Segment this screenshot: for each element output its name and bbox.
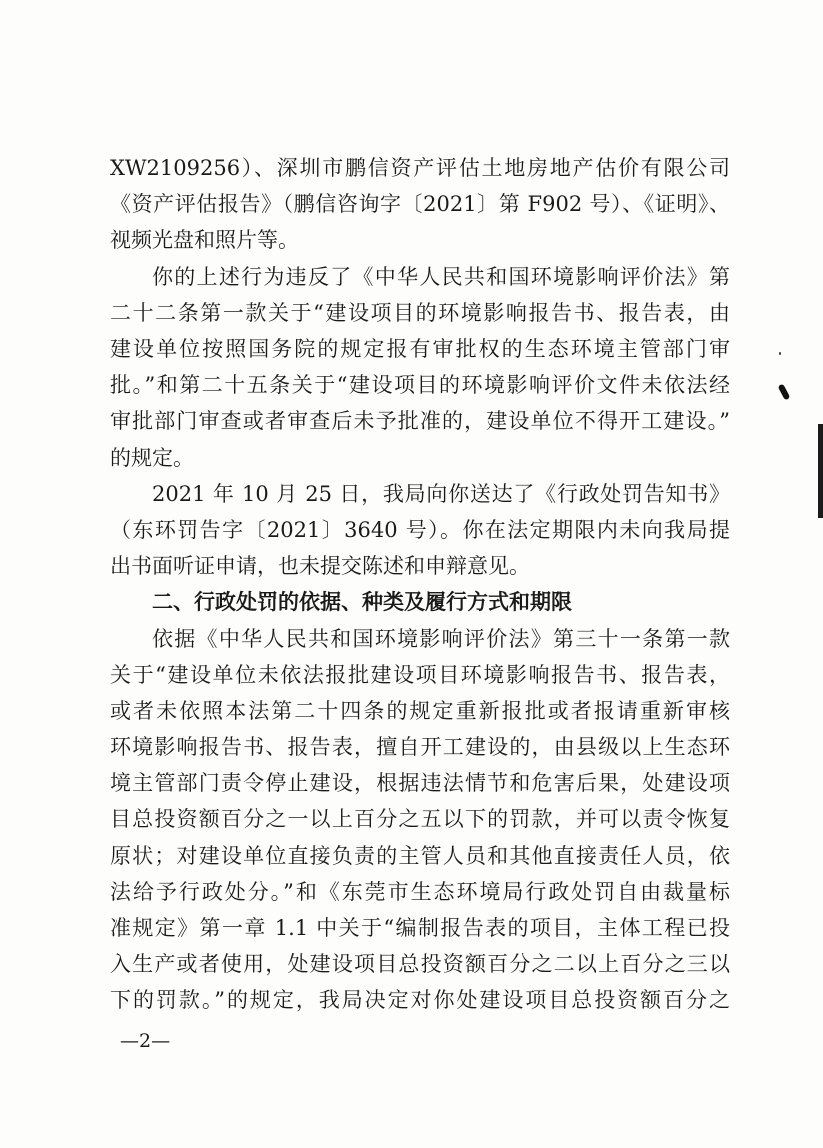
- scan-speck: [779, 352, 781, 355]
- body-line: 法给予行政处分。”和《东莞市生态环境局行政处罚自由裁量标: [110, 879, 730, 904]
- body-line: 准规定》第一章 1.1 中关于“编制报告表的项目，主体工程已投: [110, 916, 730, 941]
- paragraph-start-line: 2021 年 10 月 25 日，我局向你送达了《行政处罚告知书》: [152, 481, 730, 506]
- document-body: [110, 150, 730, 1019]
- body-line: 的规定。: [110, 445, 194, 470]
- body-line: 出书面听证申请，也未提交陈述和申辩意见。: [110, 554, 530, 579]
- body-line: 二十二条第一款关于“建设项目的环境影响报告书、报告表，由: [110, 300, 730, 325]
- paragraph-start-line: 依据《中华人民共和国环境影响评价法》第三十一条第一款: [152, 626, 730, 651]
- body-line: 入生产或者使用，处建设项目总投资额百分之二以上百分之三以: [110, 952, 730, 977]
- body-line: 目总投资额百分之一以上百分之五以下的罚款，并可以责令恢复: [110, 807, 730, 832]
- page-number: —2—: [120, 1030, 171, 1052]
- body-line: 环境影响报告书、报告表，擅自开工建设的，由县级以上生态环: [110, 735, 730, 760]
- body-line: 建设单位按照国务院的规定报有审批权的生态环境主管部门审: [110, 337, 730, 362]
- scan-edge-bar: [818, 424, 823, 518]
- body-line: 审批部门审查或者审查后未予批准的，建设单位不得开工建设。”: [110, 409, 730, 434]
- body-line: XW2109256）、深圳市鹏信资产评估土地房地产估价有限公司: [110, 156, 730, 181]
- body-line: （东环罚告字〔2021〕3640 号）。你在法定期限内未向我局提: [110, 517, 730, 542]
- body-line: 视频光盘和照片等。: [110, 228, 299, 253]
- body-line: 或者未依照本法第二十四条的规定重新报批或者报请重新审核: [110, 698, 730, 723]
- body-line: 《资产评估报告》（鹏信咨询字〔2021〕第 F902 号）、《证明》、: [110, 192, 730, 217]
- paragraph-start-line: 你的上述行为违反了《中华人民共和国环境影响评价法》第: [152, 264, 730, 289]
- section-heading: 二、行政处罚的依据、种类及履行方式和期限: [152, 590, 572, 615]
- body-line: 批。”和第二十五条关于“建设项目的环境影响评价文件未依法经: [110, 373, 730, 398]
- body-line: 关于“建设单位未依法报批建设项目环境影响报告书、报告表，: [110, 662, 730, 687]
- body-line: 下的罚款。”的规定，我局决定对你处建设项目总投资额百分之: [110, 988, 730, 1013]
- body-line: 原状；对建设单位直接负责的主管人员和其他直接责任人员，依: [110, 843, 730, 868]
- scan-mark: [778, 384, 791, 401]
- body-line: 境主管部门责令停止建设，根据违法情节和危害后果，处建设项: [110, 771, 730, 796]
